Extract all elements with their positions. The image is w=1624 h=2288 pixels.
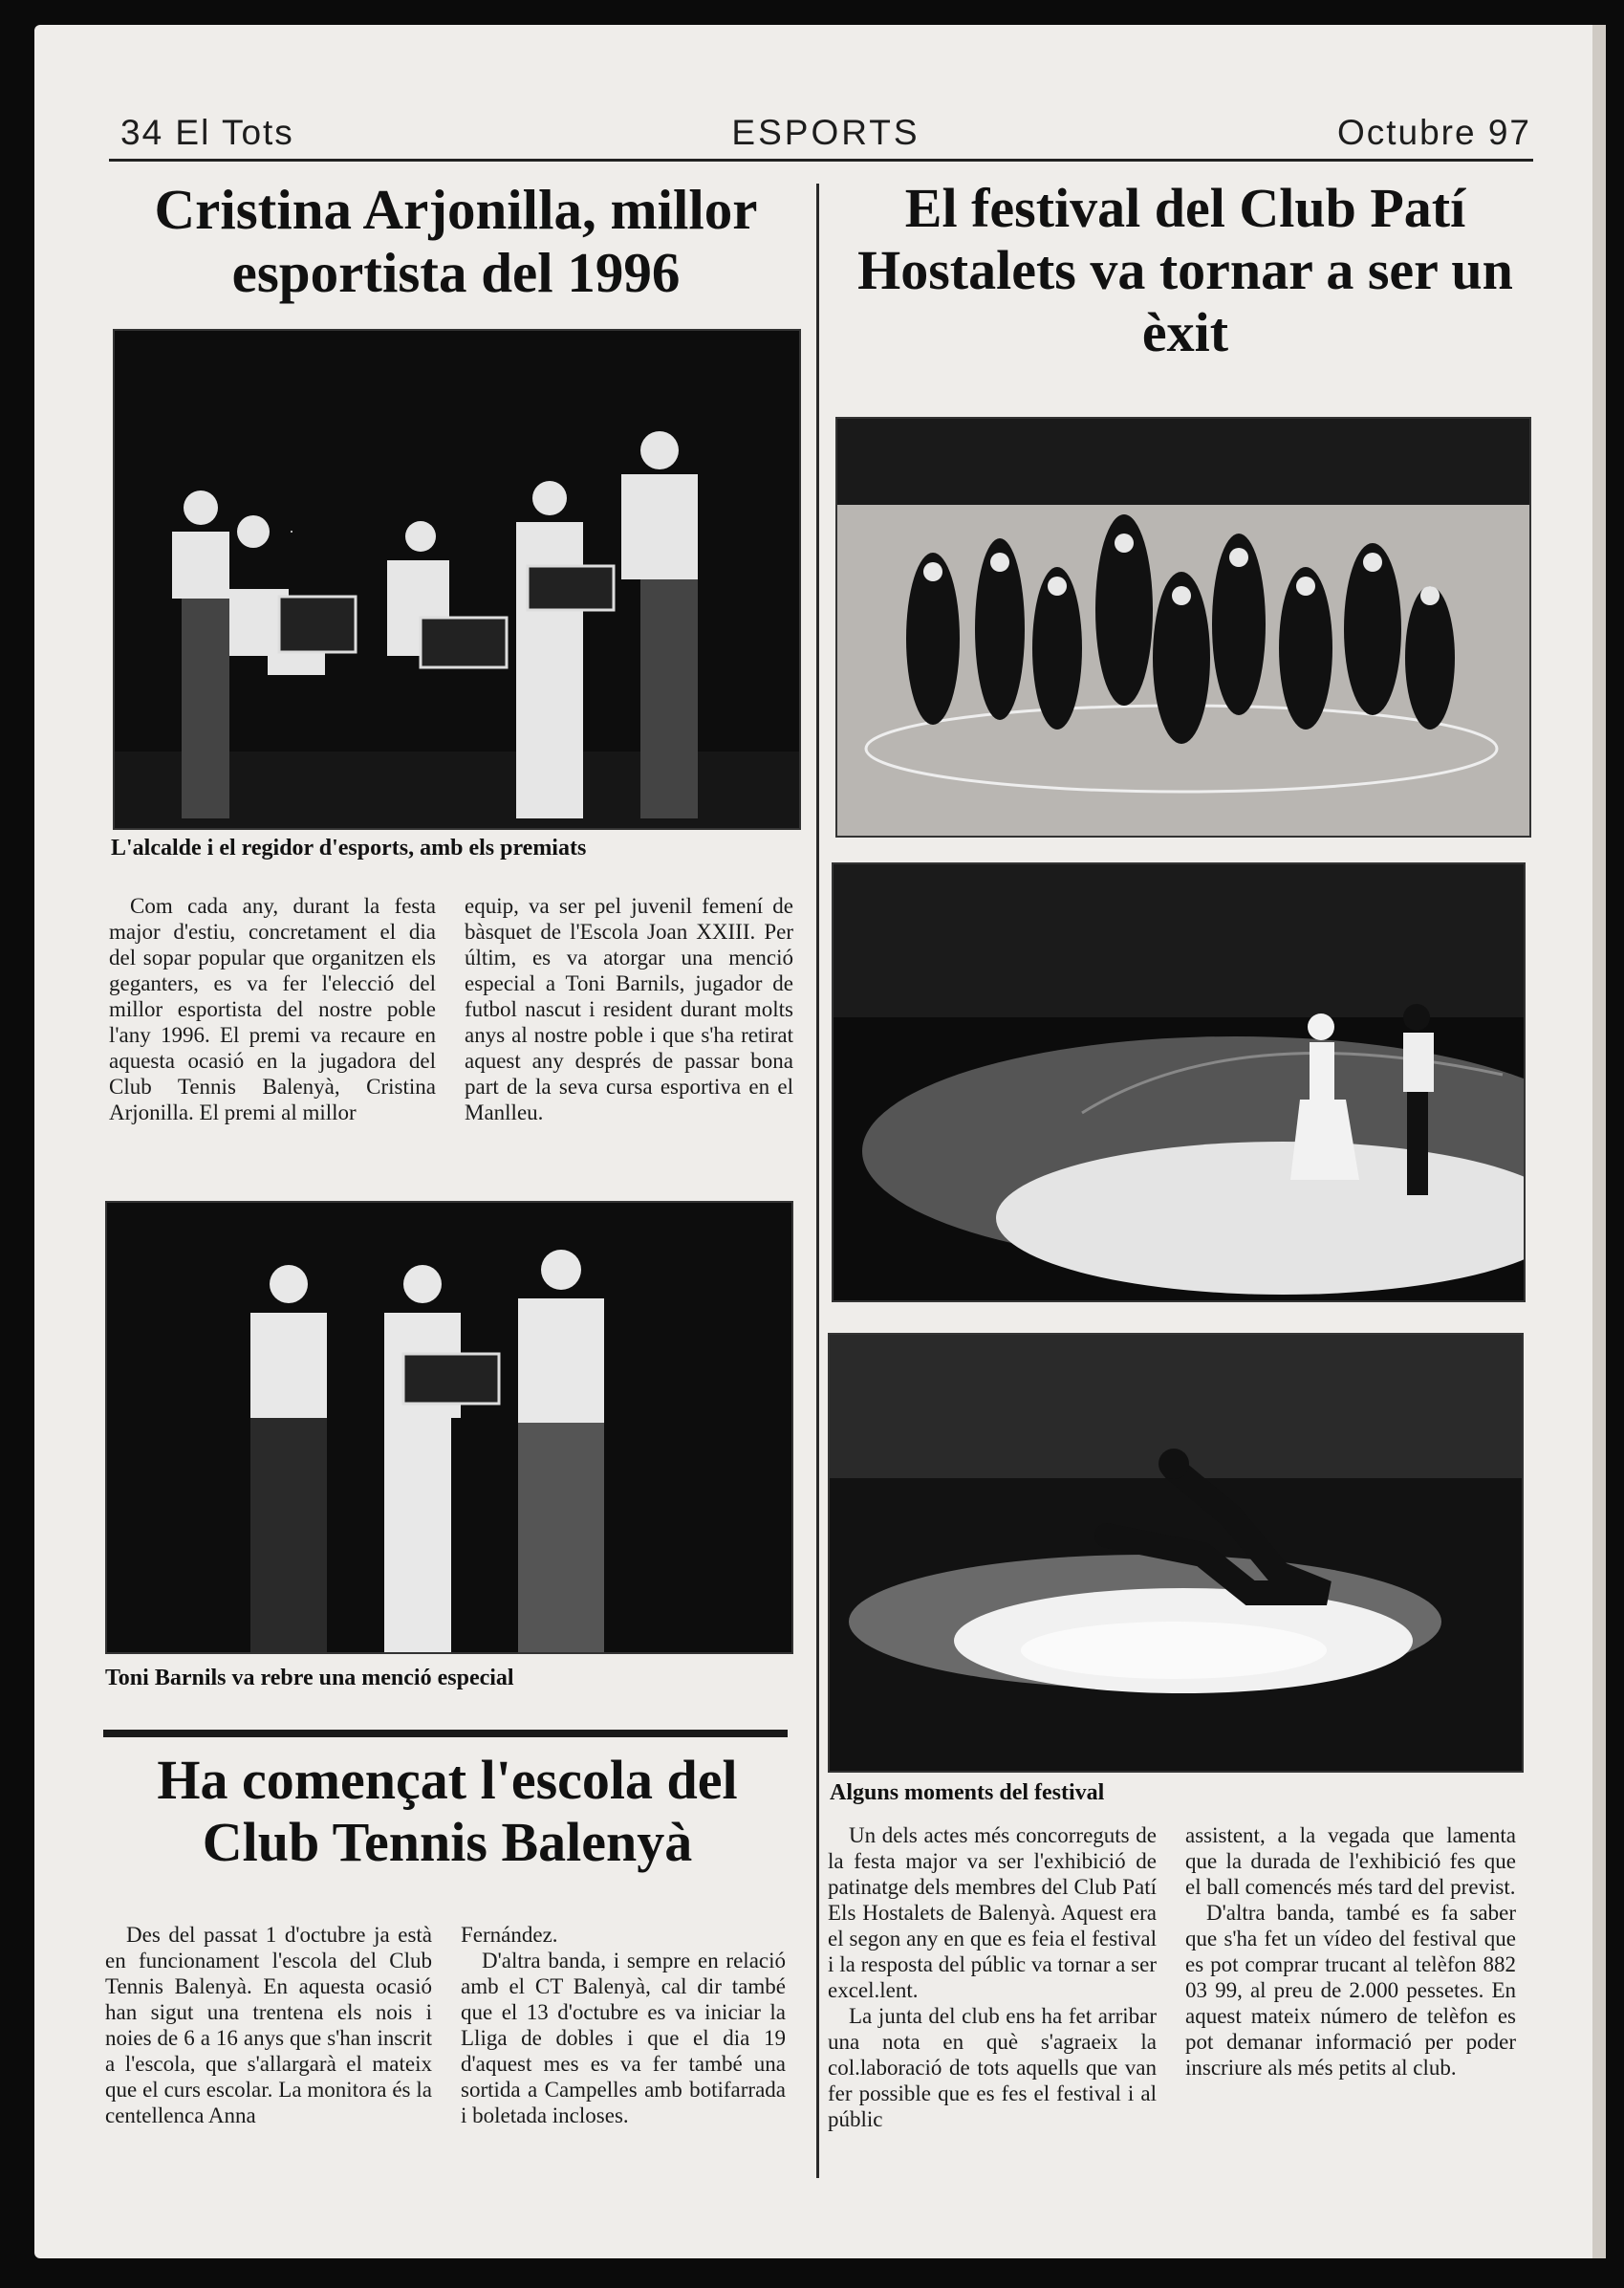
barnils-photo xyxy=(105,1201,793,1654)
page-number: 34 El Tots xyxy=(120,113,294,152)
article3-paragraph-1: Un dels actes més concorreguts de la festa major va ser l'exhibició de patinatge dels membres del Club Patí Els Hostalets de Balenyà. Aquest era el segon any en que es feia el festival i la resposta del públic va tornar a ser excel.lent. xyxy=(828,1823,1157,2002)
article2-title: Ha començat l'escola del Club Tennis Balenyà xyxy=(157,1749,738,1873)
article1-column-1 xyxy=(109,893,436,1125)
article3-column-2 xyxy=(1185,1822,1516,2081)
nuns-skating-photo xyxy=(835,417,1531,838)
festival-photo-caption: Alguns moments del festival xyxy=(830,1780,1105,1805)
section-title: ESPORTS xyxy=(731,113,920,152)
column-divider xyxy=(816,184,819,2178)
article1-paragraph-2: equip, va ser pel juvenil femení de bàsquet de l'Escola Joan XXIII. Per últim, es va atorgar una menció especial a Toni Barnils, jugador de futbol nascut i resident durant molts anys al nostre poble i que s'ha retirat aquest any després de passar bona part de la seva cursa esportiva en el Manlleu. xyxy=(465,894,793,1124)
article2-column-2 xyxy=(461,1922,786,2128)
article2-rule xyxy=(103,1730,788,1737)
article3-paragraph-3: assistent, a la vegada que lamenta que la durada de l'exhibició fes que el ball comencés més tard del previst. xyxy=(1185,1823,1516,1899)
article3-column-1 xyxy=(828,1822,1157,2132)
article3-paragraph-2: La junta del club ens ha fet arribar una nota en què s'agraeix la col.laboració de tots aquells que van fer possible que es fes el festival i al públic xyxy=(828,2004,1157,2131)
page-header xyxy=(120,107,1531,157)
awards-photo-caption: L'alcalde i el regidor d'esports, amb els premiats xyxy=(111,836,587,861)
solo-skater-photo xyxy=(828,1333,1524,1773)
barnils-photo-caption: Toni Barnils va rebre una menció especial xyxy=(105,1666,514,1690)
page-edge xyxy=(1592,25,1606,2258)
article2-column-1 xyxy=(105,1922,432,2128)
couple-skating-photo xyxy=(832,862,1526,1302)
article1-title: Cristina Arjonilla, millor esportista del 1996 xyxy=(154,178,758,305)
article3-title: El festival del Club Patí Hostalets va tornar a ser un èxit xyxy=(857,177,1513,363)
awards-photo xyxy=(113,329,801,830)
article1-column-2 xyxy=(465,893,793,1125)
article3-paragraph-4: D'altra banda, també es fa saber que s'ha fet un vídeo del festival que es pot comprar trucant al telèfon 882 03 99, al preu de 2.000 pessetes. En aquest mateix número de telèfon es pot demanar informació per poder inscriure als més petits al club. xyxy=(1185,1901,1516,2080)
issue-date: Octubre 97 xyxy=(1336,113,1531,152)
article2-paragraph-3: D'altra banda, i sempre en relació amb el CT Balenyà, cal dir també que el 13 d'octubre es va iniciar la Lliga de dobles i que el dia 19 d'aquest mes es va fer també una sortida a Campelles amb botifarrada i boletada incloses. xyxy=(461,1949,786,2127)
article2-paragraph-2: Fernández. xyxy=(461,1923,558,1947)
header-rule xyxy=(109,159,1533,162)
article2-paragraph-1: Des del passat 1 d'octubre ja està en funcionament l'escola del Club Tennis Balenyà. En aquesta ocasió han sigut una trentena els nois i noies de 6 a 16 anys que s'han inscrit a l'escola, que s'allargarà el mateix que el curs escolar. La monitora és la centellenca Anna xyxy=(105,1923,432,2127)
article1-paragraph-1: Com cada any, durant la festa major d'estiu, concretament el dia del sopar popular que organitzen els geganters, es va fer l'elecció del millor esportista del nostre poble l'any 1996. El premi va recaure en aquesta ocasió en la jugadora del Club Tennis Balenyà, Cristina Arjonilla. El premi al millor xyxy=(109,894,436,1124)
